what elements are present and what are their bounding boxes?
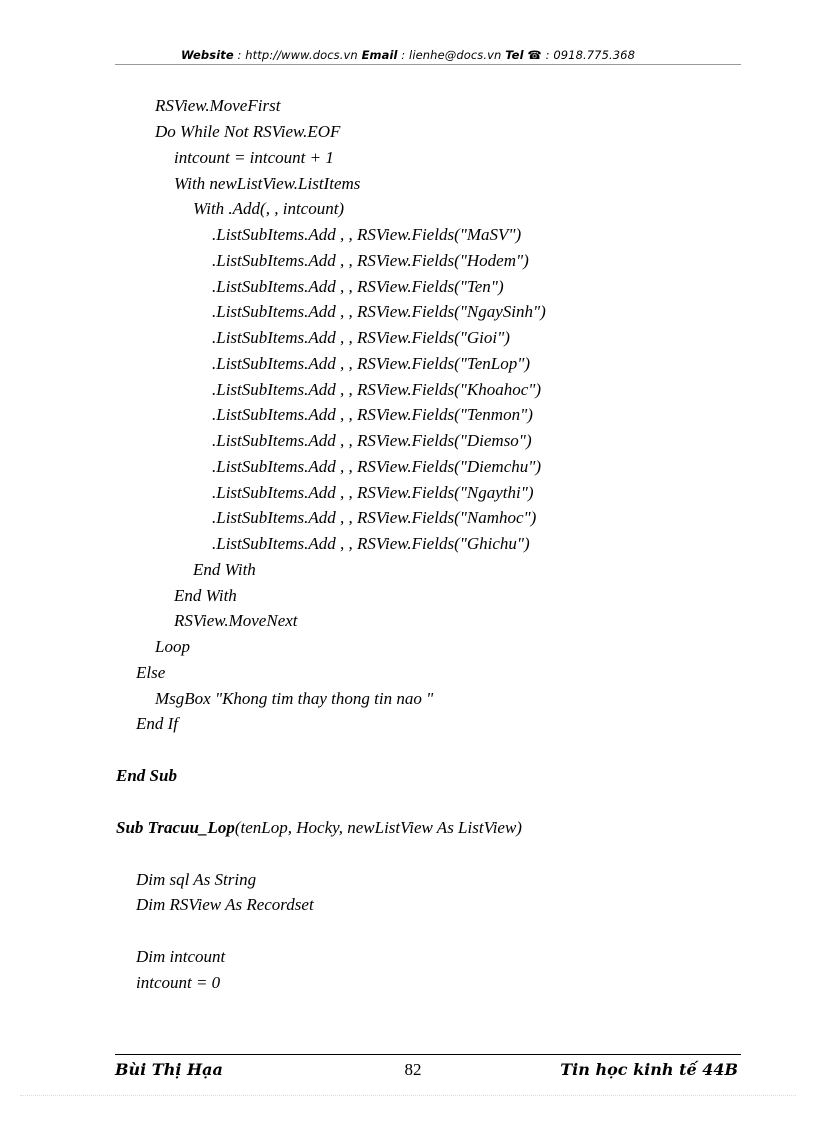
footer-rule [115,1054,741,1055]
phone-icon: ☎ [527,48,542,62]
code-line: .ListSubItems.Add , , RSView.Fields("Diemso") [212,431,532,450]
code-line: End If [136,714,179,733]
code-line: RSView.MoveFirst [155,96,281,115]
tel-label: Tel [505,48,524,62]
code-line: .ListSubItems.Add , , RSView.Fields("Hodem") [212,251,529,270]
footer-course: Tin học kinh tế 44B [560,1060,738,1079]
code-line: intcount = intcount + 1 [174,148,334,167]
code-line: MsgBox "Khong tim thay thong tin nao " [155,689,434,708]
code-line: .ListSubItems.Add , , RSView.Fields("TenLop") [212,354,531,373]
code-line: .ListSubItems.Add , , RSView.Fields("Ten") [212,277,504,296]
header-rule [115,64,741,65]
code-line: .ListSubItems.Add , , RSView.Fields("Ghichu") [212,534,530,553]
code-line: .ListSubItems.Add , , RSView.Fields("MaSV") [212,225,522,244]
code-line: .ListSubItems.Add , , RSView.Fields("Tenmon") [212,405,533,424]
code-line: .ListSubItems.Add , , RSView.Fields("Namhoc") [212,508,537,527]
code-line: Do While Not RSView.EOF [155,122,341,141]
code-line: Dim intcount [136,947,226,966]
code-line: Dim RSView As Recordset [136,895,314,914]
page-edge [20,1095,796,1096]
page-header [0,48,816,62]
code-line: Else [136,663,166,682]
code-line: With .Add(, , intcount) [193,199,345,218]
code-line: .ListSubItems.Add , , RSView.Fields("Ngaythi") [212,483,534,502]
tel-value: : 0918.775.368 [541,48,635,62]
email-value: : lienhe@docs.vn [397,48,506,62]
page-number: 82 [404,1060,422,1079]
code-line: End Sub [116,766,177,785]
sub-declaration [116,818,522,838]
code-line: End With [174,586,237,605]
code-line: End With [193,560,256,579]
website-label: Website [180,48,234,62]
email-label: Email [361,48,398,62]
code-line: Loop [155,637,190,656]
code-line: .ListSubItems.Add , , RSView.Fields("Khoahoc") [212,380,542,399]
code-line: .ListSubItems.Add , , RSView.Fields("Diemchu") [212,457,542,476]
code-line: intcount = 0 [136,973,221,992]
code-line: With newListView.ListItems [174,174,361,193]
code-line: Dim sql As String [136,870,257,889]
footer-author: Bùi Thị Hạa [115,1060,223,1079]
sub-name: Sub Tracuu_Lop [116,818,235,837]
sub-params: (tenLop, Hocky, newListView As ListView) [234,818,522,837]
website-value: : http://www.docs.vn [233,48,362,62]
code-line: .ListSubItems.Add , , RSView.Fields("Gioi") [212,328,510,347]
code-line: .ListSubItems.Add , , RSView.Fields("NgaySinh") [212,302,546,321]
code-line: RSView.MoveNext [174,611,298,630]
